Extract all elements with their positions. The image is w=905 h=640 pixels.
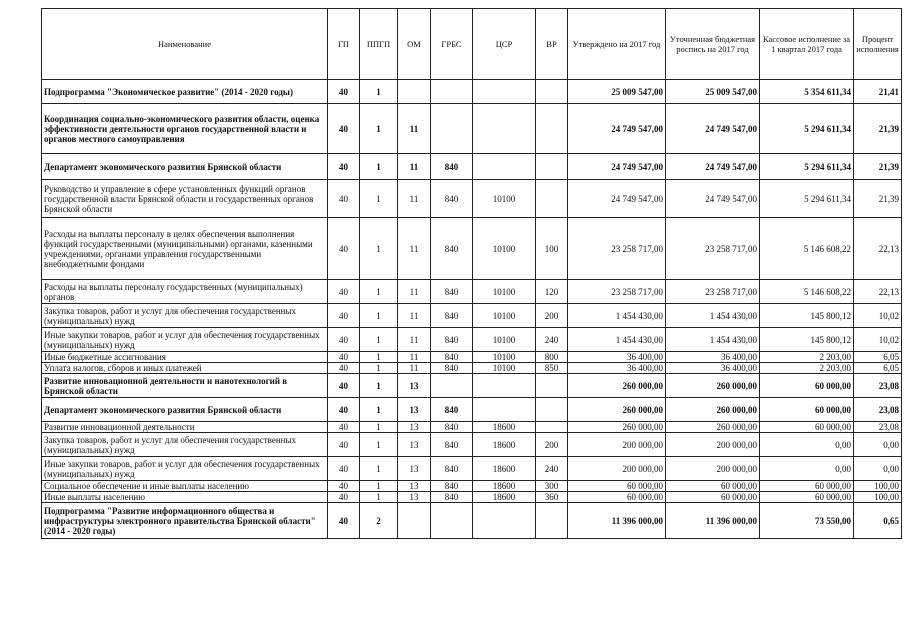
cell-approved: 60 000,00: [568, 492, 666, 503]
cell-name: Руководство и управление в сфере установленных функций органов государственной власти Брянской области и государственных органов Брянской области: [42, 180, 328, 218]
header-approved: Утверждено на 2017 год: [568, 9, 666, 80]
cell-percent: 21,39: [854, 180, 902, 218]
cell-om: 11: [398, 180, 431, 218]
cell-name: Департамент экономического развития Брянской области: [42, 398, 328, 422]
cell-om: 13: [398, 433, 431, 457]
cell-gp: 40: [328, 398, 360, 422]
cell-csr: [473, 154, 536, 180]
cell-cash: 5 146 608,22: [760, 280, 854, 304]
cell-vr: 100: [536, 218, 568, 280]
cell-vr: 200: [536, 304, 568, 328]
cell-vr: 240: [536, 457, 568, 481]
cell-cash: 5 294 611,34: [760, 104, 854, 154]
cell-vr: [536, 154, 568, 180]
cell-refined: 200 000,00: [666, 457, 760, 481]
cell-gp: 40: [328, 352, 360, 363]
cell-name: Департамент экономического развития Брянской области: [42, 154, 328, 180]
cell-name: Подпрограмма "Экономическое развитие" (2014 - 2020 годы): [42, 80, 328, 104]
cell-refined: 1 454 430,00: [666, 304, 760, 328]
cell-cash: 73 550,00: [760, 503, 854, 539]
cell-vr: [536, 422, 568, 433]
table-row: [42, 218, 902, 280]
cell-grbs: 840: [431, 481, 473, 492]
cell-approved: 23 258 717,00: [568, 218, 666, 280]
cell-refined: 23 258 717,00: [666, 218, 760, 280]
cell-percent: 23,08: [854, 398, 902, 422]
cell-ppgp: 1: [360, 352, 398, 363]
cell-name: Координация социально-экономического развития области, оценка эффективности деятельности органов государственной власти и органов местного самоуправления: [42, 104, 328, 154]
table-row: [42, 374, 902, 398]
cell-ppgp: 1: [360, 328, 398, 352]
cell-om: 11: [398, 104, 431, 154]
cell-gp: 40: [328, 422, 360, 433]
cell-name: Социальное обеспечение и иные выплаты населению: [42, 481, 328, 492]
cell-name: Расходы на выплаты персоналу государственных (муниципальных) органов: [42, 280, 328, 304]
cell-csr: 18600: [473, 492, 536, 503]
cell-percent: 100,00: [854, 481, 902, 492]
header-name: Наименование: [42, 9, 328, 80]
cell-ppgp: 2: [360, 503, 398, 539]
cell-csr: [473, 503, 536, 539]
cell-refined: 25 009 547,00: [666, 80, 760, 104]
cell-approved: 260 000,00: [568, 374, 666, 398]
cell-gp: 40: [328, 80, 360, 104]
cell-approved: 260 000,00: [568, 398, 666, 422]
cell-approved: 1 454 430,00: [568, 304, 666, 328]
cell-csr: 10100: [473, 180, 536, 218]
cell-gp: 40: [328, 433, 360, 457]
cell-csr: 18600: [473, 433, 536, 457]
cell-percent: 21,39: [854, 154, 902, 180]
cell-om: 11: [398, 218, 431, 280]
cell-name: Подпрограмма "Развитие информационного общества и инфраструктуры электронного правительства Брянской области" (2014 - 2020 годы): [42, 503, 328, 539]
cell-vr: [536, 104, 568, 154]
cell-om: 11: [398, 352, 431, 363]
header-refined: Уточненная бюджетная роспись на 2017 год: [666, 9, 760, 80]
cell-ppgp: 1: [360, 218, 398, 280]
cell-grbs: 840: [431, 398, 473, 422]
table-row: [42, 422, 902, 433]
cell-ppgp: 1: [360, 363, 398, 374]
cell-cash: 60 000,00: [760, 398, 854, 422]
table-row: [42, 352, 902, 363]
cell-ppgp: 1: [360, 374, 398, 398]
cell-ppgp: 1: [360, 180, 398, 218]
cell-refined: 1 454 430,00: [666, 328, 760, 352]
cell-cash: 60 000,00: [760, 422, 854, 433]
cell-refined: 23 258 717,00: [666, 280, 760, 304]
cell-gp: 40: [328, 328, 360, 352]
table-row: [42, 304, 902, 328]
cell-vr: [536, 398, 568, 422]
cell-grbs: 840: [431, 180, 473, 218]
cell-ppgp: 1: [360, 433, 398, 457]
cell-om: 13: [398, 398, 431, 422]
cell-refined: 36 400,00: [666, 363, 760, 374]
table-row: [42, 363, 902, 374]
cell-percent: 0,00: [854, 433, 902, 457]
cell-name: Уплата налогов, сборов и иных платежей: [42, 363, 328, 374]
cell-refined: 24 749 547,00: [666, 154, 760, 180]
cell-ppgp: 1: [360, 492, 398, 503]
cell-ppgp: 1: [360, 304, 398, 328]
cell-name: Иные закупки товаров, работ и услуг для обеспечения государственных (муниципальных) нужд: [42, 328, 328, 352]
cell-refined: 260 000,00: [666, 398, 760, 422]
cell-cash: 145 800,12: [760, 328, 854, 352]
cell-csr: [473, 374, 536, 398]
cell-gp: 40: [328, 180, 360, 218]
header-ppgp: ППГП: [360, 9, 398, 80]
cell-percent: 23,08: [854, 422, 902, 433]
cell-grbs: [431, 503, 473, 539]
cell-gp: 40: [328, 154, 360, 180]
cell-ppgp: 1: [360, 457, 398, 481]
cell-grbs: 840: [431, 218, 473, 280]
cell-ppgp: 1: [360, 481, 398, 492]
cell-om: 13: [398, 422, 431, 433]
cell-cash: 2 203,00: [760, 363, 854, 374]
cell-grbs: 840: [431, 422, 473, 433]
cell-approved: 36 400,00: [568, 352, 666, 363]
cell-name: Развитие инновационной деятельности: [42, 422, 328, 433]
cell-approved: 60 000,00: [568, 481, 666, 492]
cell-vr: [536, 180, 568, 218]
table-row: [42, 80, 902, 104]
cell-vr: 200: [536, 433, 568, 457]
cell-cash: 0,00: [760, 433, 854, 457]
header-cash: Кассовое исполнение за 1 квартал 2017 года: [760, 9, 854, 80]
cell-approved: 260 000,00: [568, 422, 666, 433]
cell-approved: 36 400,00: [568, 363, 666, 374]
cell-vr: 800: [536, 352, 568, 363]
cell-gp: 40: [328, 304, 360, 328]
cell-approved: 24 749 547,00: [568, 180, 666, 218]
cell-name: Закупка товаров, работ и услуг для обеспечения государственных (муниципальных) нужд: [42, 433, 328, 457]
cell-name: Расходы на выплаты персоналу в целях обеспечения выполнения функций государственными (муниципальными) органами, казенными учреждениями, органами управления государственными внебюджетными фондами: [42, 218, 328, 280]
cell-csr: 18600: [473, 481, 536, 492]
cell-percent: 6,05: [854, 363, 902, 374]
cell-refined: 260 000,00: [666, 422, 760, 433]
cell-cash: 5 294 611,34: [760, 180, 854, 218]
cell-percent: 21,41: [854, 80, 902, 104]
cell-cash: 60 000,00: [760, 492, 854, 503]
cell-gp: 40: [328, 218, 360, 280]
cell-om: [398, 503, 431, 539]
cell-name: Иные закупки товаров, работ и услуг для обеспечения государственных (муниципальных) нужд: [42, 457, 328, 481]
cell-ppgp: 1: [360, 104, 398, 154]
cell-approved: 25 009 547,00: [568, 80, 666, 104]
cell-gp: 40: [328, 503, 360, 539]
cell-om: 13: [398, 457, 431, 481]
cell-om: 11: [398, 363, 431, 374]
cell-vr: [536, 80, 568, 104]
cell-om: 13: [398, 492, 431, 503]
table-row: [42, 398, 902, 422]
cell-refined: 24 749 547,00: [666, 104, 760, 154]
cell-name: Иные бюджетные ассигнования: [42, 352, 328, 363]
cell-csr: 18600: [473, 457, 536, 481]
cell-refined: 24 749 547,00: [666, 180, 760, 218]
cell-grbs: 840: [431, 328, 473, 352]
cell-gp: 40: [328, 280, 360, 304]
cell-cash: 60 000,00: [760, 374, 854, 398]
cell-grbs: 840: [431, 280, 473, 304]
cell-percent: 100,00: [854, 492, 902, 503]
cell-vr: 300: [536, 481, 568, 492]
cell-cash: 5 294 611,34: [760, 154, 854, 180]
cell-refined: 11 396 000,00: [666, 503, 760, 539]
cell-percent: 10,02: [854, 304, 902, 328]
cell-grbs: 840: [431, 304, 473, 328]
cell-percent: 21,39: [854, 104, 902, 154]
cell-ppgp: 1: [360, 422, 398, 433]
header-om: ОМ: [398, 9, 431, 80]
table-row: [42, 154, 902, 180]
cell-refined: 36 400,00: [666, 352, 760, 363]
cell-vr: [536, 374, 568, 398]
table-row: [42, 104, 902, 154]
cell-ppgp: 1: [360, 398, 398, 422]
cell-gp: 40: [328, 457, 360, 481]
cell-refined: 260 000,00: [666, 374, 760, 398]
cell-om: 11: [398, 280, 431, 304]
cell-grbs: 840: [431, 433, 473, 457]
cell-percent: 22,13: [854, 280, 902, 304]
cell-cash: 145 800,12: [760, 304, 854, 328]
cell-grbs: [431, 80, 473, 104]
cell-percent: 0,65: [854, 503, 902, 539]
cell-grbs: 840: [431, 154, 473, 180]
header-gp: ГП: [328, 9, 360, 80]
cell-csr: [473, 80, 536, 104]
table-row: [42, 492, 902, 503]
cell-ppgp: 1: [360, 280, 398, 304]
cell-gp: 40: [328, 374, 360, 398]
cell-cash: 0,00: [760, 457, 854, 481]
cell-vr: [536, 503, 568, 539]
cell-approved: 24 749 547,00: [568, 154, 666, 180]
cell-vr: 850: [536, 363, 568, 374]
cell-name: Закупка товаров, работ и услуг для обеспечения государственных (муниципальных) нужд: [42, 304, 328, 328]
cell-approved: 24 749 547,00: [568, 104, 666, 154]
cell-grbs: 840: [431, 492, 473, 503]
cell-csr: 18600: [473, 422, 536, 433]
cell-om: 11: [398, 328, 431, 352]
cell-om: [398, 80, 431, 104]
cell-refined: 200 000,00: [666, 433, 760, 457]
table-row: [42, 503, 902, 539]
table-row: [42, 457, 902, 481]
cell-om: 13: [398, 374, 431, 398]
cell-om: 11: [398, 304, 431, 328]
cell-approved: 1 454 430,00: [568, 328, 666, 352]
cell-csr: [473, 398, 536, 422]
cell-csr: 10100: [473, 304, 536, 328]
header-percent: Процент исполнения: [854, 9, 902, 80]
cell-grbs: [431, 104, 473, 154]
cell-cash: 2 203,00: [760, 352, 854, 363]
table-body: [42, 80, 902, 539]
cell-percent: 23,08: [854, 374, 902, 398]
cell-gp: 40: [328, 481, 360, 492]
cell-grbs: 840: [431, 352, 473, 363]
cell-refined: 60 000,00: [666, 481, 760, 492]
table-row: [42, 180, 902, 218]
cell-name: Развитие инновационной деятельности и нанотехнологий в Брянской области: [42, 374, 328, 398]
cell-gp: 40: [328, 363, 360, 374]
cell-gp: 40: [328, 104, 360, 154]
cell-percent: 0,00: [854, 457, 902, 481]
cell-om: 11: [398, 154, 431, 180]
budget-execution-table: [41, 8, 902, 539]
cell-approved: 200 000,00: [568, 457, 666, 481]
cell-ppgp: 1: [360, 154, 398, 180]
header-vr: ВР: [536, 9, 568, 80]
cell-approved: 11 396 000,00: [568, 503, 666, 539]
table-row: [42, 280, 902, 304]
cell-cash: 5 146 608,22: [760, 218, 854, 280]
cell-vr: 360: [536, 492, 568, 503]
cell-vr: 120: [536, 280, 568, 304]
cell-om: 13: [398, 481, 431, 492]
cell-csr: 10100: [473, 363, 536, 374]
table-row: [42, 481, 902, 492]
cell-refined: 60 000,00: [666, 492, 760, 503]
cell-gp: 40: [328, 492, 360, 503]
cell-approved: 23 258 717,00: [568, 280, 666, 304]
cell-percent: 10,02: [854, 328, 902, 352]
header-csr: ЦСР: [473, 9, 536, 80]
cell-cash: 5 354 611,34: [760, 80, 854, 104]
table-row: [42, 328, 902, 352]
cell-percent: 22,13: [854, 218, 902, 280]
cell-csr: 10100: [473, 280, 536, 304]
cell-name: Иные выплаты населению: [42, 492, 328, 503]
cell-grbs: 840: [431, 363, 473, 374]
cell-csr: 10100: [473, 352, 536, 363]
table-header-row: [42, 9, 902, 80]
cell-vr: 240: [536, 328, 568, 352]
cell-csr: [473, 104, 536, 154]
header-grbs: ГРБС: [431, 9, 473, 80]
cell-ppgp: 1: [360, 80, 398, 104]
cell-cash: 60 000,00: [760, 481, 854, 492]
cell-grbs: 840: [431, 457, 473, 481]
cell-grbs: [431, 374, 473, 398]
cell-csr: 10100: [473, 328, 536, 352]
cell-approved: 200 000,00: [568, 433, 666, 457]
cell-percent: 6,05: [854, 352, 902, 363]
table-row: [42, 433, 902, 457]
cell-csr: 10100: [473, 218, 536, 280]
